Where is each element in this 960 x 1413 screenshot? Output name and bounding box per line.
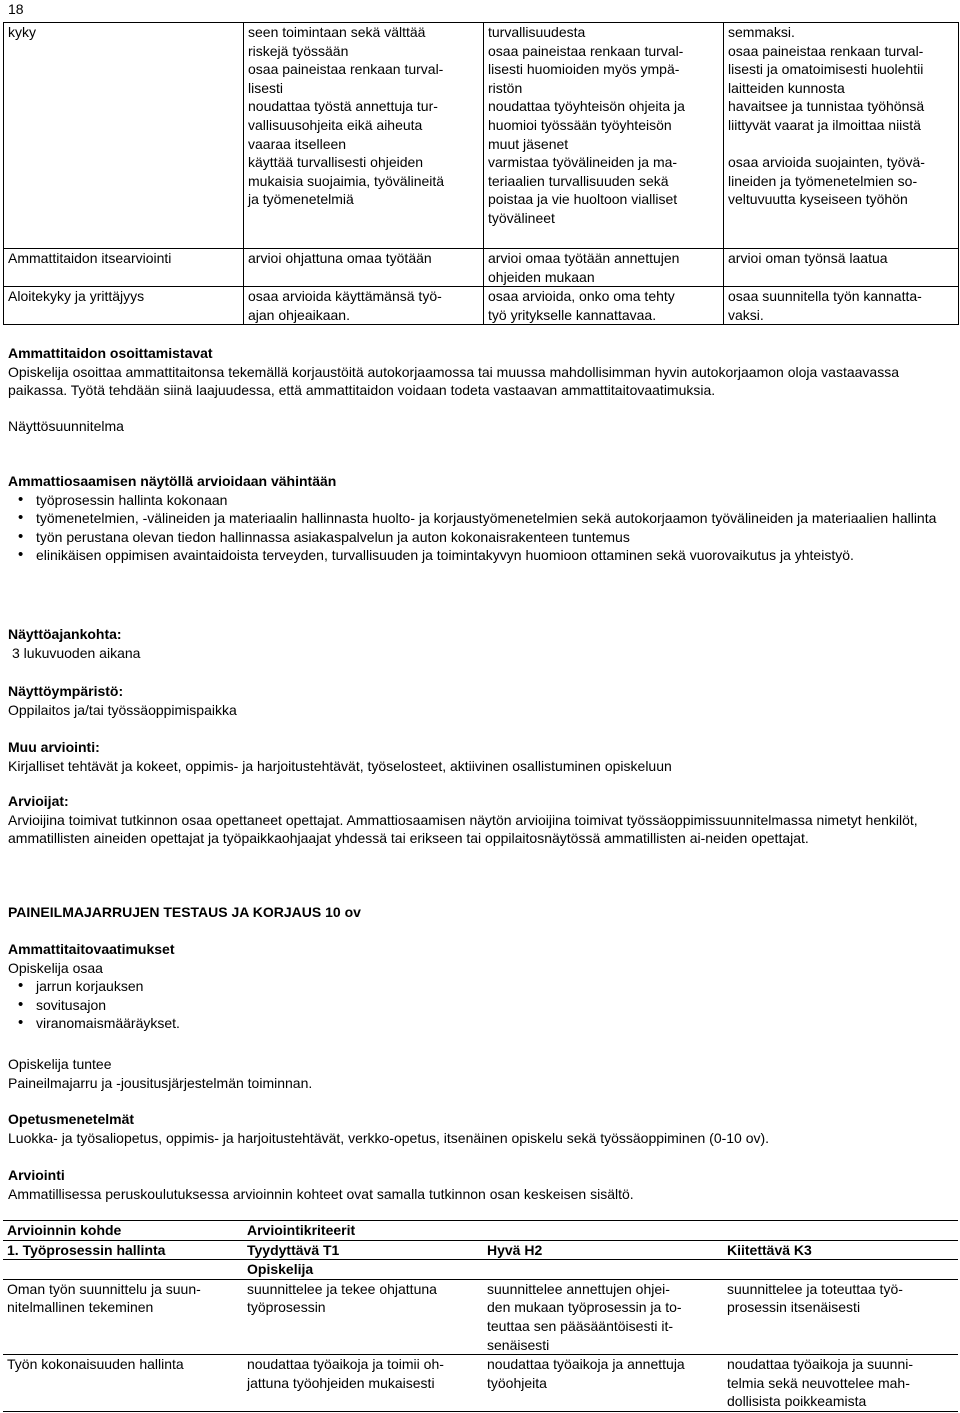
demo-heading: Ammattitaidon osoittamistavat (8, 345, 213, 361)
demo-section (8, 344, 948, 400)
assess-list (8, 491, 948, 565)
time-section (8, 625, 948, 662)
evaluation-value: Ammatillisessa peruskoulutuksessa arvioinnin kohteet ovat samalla tutkinnon osan keskeisen sisältö. (8, 1185, 634, 1202)
methods-heading: Opetusmenetelmät (8, 1111, 135, 1127)
requirements-section (8, 940, 948, 1033)
criteria-t1: osaa arvioida käyttämänsä työ- ajan ohjeaikaan. (244, 287, 484, 325)
row-target: Työn kokonaisuuden hallinta (3, 1355, 243, 1412)
criteria-label: kyky (4, 23, 244, 249)
criteria-k3: semmaksi. osaa paineistaa renkaan turval- lisesti ja omatoimisesti huolehtii laitteiden kunnosta havaitsee ja tunnistaa työhönsä liittyvät vaarat ja ilmoittaa niistä osaa arvioida suojainten, työvä- lineiden ja työmenetelmien so- veltuvuutta kyseiseen työhön (724, 23, 959, 249)
env-section (8, 682, 948, 719)
list-item: • elinikäisen oppimisen avaintaidoista terveyden, turvallisuuden ja toimintakyvyn huomioon ottaminen sekä vuorovaikutus ja yhteistyö. (36, 546, 948, 565)
assessors-heading: Arvioijat: (8, 793, 69, 809)
criteria-t1: arvioi ohjattuna omaa työtään (244, 249, 484, 287)
row-h2: suunnittelee annettujen ohjei- den mukaan työprosessin ja to- teuttaa sen pääsääntöisesti it- senäisesti (487, 1280, 682, 1353)
time-heading: Näyttöajankohta: (8, 626, 122, 642)
requirements-list (8, 977, 948, 1033)
list-item: • työn perustana olevan tiedon hallinnassa asiakaspalvelun ja auton kokonaisrakenteen tuntemus (36, 528, 948, 547)
module-title: PAINEILMAJARRUJEN TESTAUS JA KORJAUS 10 ov (8, 904, 361, 920)
row-k3: noudattaa työaikoja ja suunni- telmia sekä neuvottelee mah- dollisista poikkeamista (723, 1355, 958, 1412)
time-value: 3 lukuvuoden aikana (12, 644, 141, 661)
evaluation-table (3, 1220, 958, 1412)
criteria-row (4, 249, 959, 287)
row-h2: noudattaa työaikoja ja annettuja työohjeita (483, 1355, 723, 1412)
knows-section (8, 1055, 948, 1092)
col-target: Arvioinnin kohde (3, 1221, 243, 1241)
table-header-row (3, 1221, 958, 1241)
env-heading: Näyttöympäristö: (8, 683, 124, 699)
criteria-h2: turvallisuudesta osaa paineistaa renkaan turval- lisesti huomioiden myös ympä- ristön noudattaa työyhteisön ohjeita ja huomioi työssään työyhteisön muut jäsenet varmistaa työvälineiden ja ma- teriaalien turvallisuuden sekä poistaa ja vie huoltoon vialliset työvälineet (484, 23, 724, 249)
criteria-label: Ammattitaidon itsearviointi (4, 249, 244, 287)
criteria-h2: arvioi omaa työtään annettujen ohjeiden mukaan (484, 249, 724, 287)
assess-section (8, 472, 948, 565)
list-item: • jarrun korjauksen (36, 977, 948, 996)
list-item: • sovitusajon (36, 996, 948, 1015)
grade-t1: Tyydyttävä T1 (243, 1240, 483, 1260)
row-t1: suunnittelee ja tekee ohjattuna työprosessin (247, 1280, 437, 1316)
criteria-label: Aloitekyky ja yrittäjyys (4, 287, 244, 325)
criteria-k3: arvioi oman työnsä laatua (724, 249, 959, 287)
evaluation-section (8, 1166, 948, 1203)
knows-intro: Opiskelija tuntee (8, 1056, 112, 1072)
assessors-section (8, 792, 948, 848)
table-row (3, 1355, 958, 1412)
criteria-row (4, 287, 959, 325)
page-number: 18 (8, 1, 24, 17)
list-item: • viranomaismääräykset. (36, 1014, 948, 1033)
criteria-t1: seen toimintaan sekä välttää riskejä työssään osaa paineistaa renkaan turval- lisesti noudattaa työstä annettuja tur- vallisuusohjeita eikä aiheuta vaaraa itselleen käyttää turvallisesti ohjeiden mukaisia suojaimia, työvälineitä ja työmenetelmiä (244, 23, 484, 249)
demo-text: Opiskelija osoittaa ammattitaitonsa tekemällä korjaustöitä autokorjaamossa tai muussa mahdollisimman hyvin autokorjaamon oloja vastaavassa paikassa. Työtä tehdään siinä laajuudessa, että ammattitaidon voidaan todeta vastaavan ammattitaitovaatimuksia. (8, 363, 899, 399)
other-value: Kirjalliset tehtävät ja kokeet, oppimis- ja harjoitustehtävät, työselosteet, aktiivinen osallistuminen opiskeluun (8, 757, 672, 774)
other-section (8, 738, 948, 775)
section-title: 1. Työprosessin hallinta (3, 1240, 243, 1260)
criteria-row (4, 23, 959, 249)
list-item: • työmenetelmien, -välineiden ja materiaalin hallinnasta huolto- ja korjaustyömenetelmien sekä autokorjaamon työvälineiden ja materiaalien hallinta (36, 509, 948, 528)
grade-h2: Hyvä H2 (483, 1240, 723, 1260)
criteria-table (3, 22, 959, 325)
assess-heading: Ammattiosaamisen näytöllä arvioidaan vähintään (8, 473, 337, 489)
subject-row (3, 1260, 958, 1280)
row-target: Oman työn suunnittelu ja suun- nitelmallinen tekeminen (7, 1280, 201, 1316)
subject-label: Opiskelija (243, 1260, 958, 1280)
row-t1: noudattaa työaikoja ja toimii oh- jattuna työohjeiden mukaisesti (243, 1355, 483, 1412)
other-heading: Muu arviointi: (8, 739, 100, 755)
methods-section (8, 1110, 948, 1147)
requirements-intro: Opiskelija osaa (8, 959, 103, 976)
evaluation-heading: Arviointi (8, 1167, 65, 1183)
col-criteria: Arviointikriteerit (243, 1221, 958, 1241)
assessors-value: Arvioijina toimivat tutkinnon osaa opettaneet opettajat. Ammattiosaamisen näytön arvioijina toimivat työssäoppimissuunnitelmassa nimetyt henkilöt, ammatillisten aineiden opettajat ja työpaikkaohjaajat yhdessä tai erikseen tai oppilaitosnäytössä ammatillisten ai-neiden opettajat. (8, 811, 918, 847)
knows-value: Paineilmajarru ja -jousitusjärjestelmän toiminnan. (8, 1074, 313, 1091)
table-row (3, 1279, 958, 1354)
methods-value: Luokka- ja työsaliopetus, oppimis- ja harjoitustehtävät, verkko-opetus, itsenäinen opiskelu sekä työssäoppiminen (0-10 ov). (8, 1129, 770, 1146)
row-k3: suunnittelee ja toteuttaa työ- prosessin itsenäisesti (727, 1280, 903, 1316)
table-section-row (3, 1240, 958, 1260)
grade-k3: Kiitettävä K3 (723, 1240, 958, 1260)
list-item: • työprosessin hallinta kokonaan (36, 491, 948, 510)
criteria-k3: osaa suunnitella työn kannatta- vaksi. (724, 287, 959, 325)
env-value: Oppilaitos ja/tai työssäoppimispaikka (8, 701, 237, 718)
criteria-h2: osaa arvioida, onko oma tehty työ yritykselle kannattavaa. (484, 287, 724, 325)
plan-heading: Näyttösuunnitelma (8, 418, 124, 434)
requirements-heading: Ammattitaitovaatimukset (8, 941, 175, 957)
